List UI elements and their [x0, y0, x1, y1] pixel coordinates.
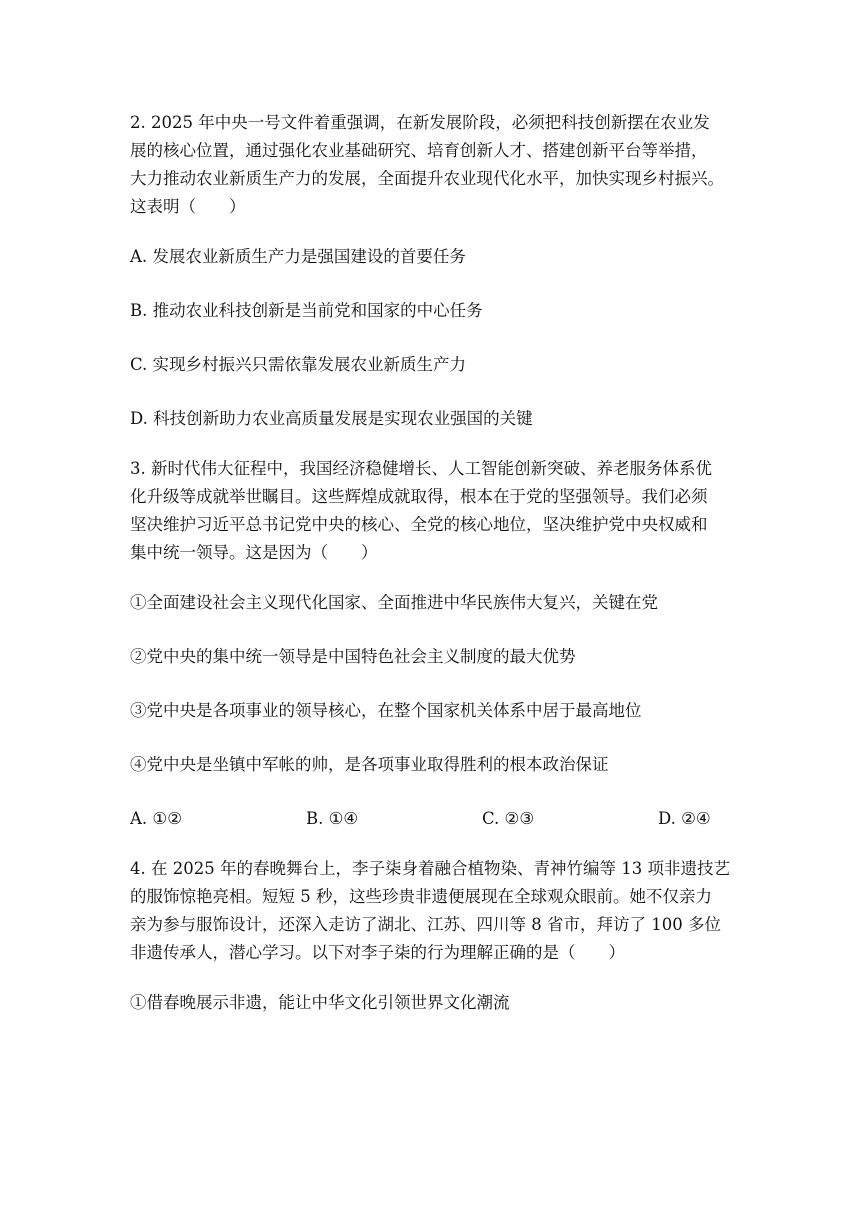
question-2 [130, 109, 730, 433]
stem-line: 化升级等成就举世瞩目。这些辉煌成就取得，根本在于党的坚强领导。我们必须 [130, 487, 708, 506]
stem-line: 3. 新时代伟大征程中，我国经济稳健增长、人工智能创新突破、养老服务体系优 [130, 459, 712, 478]
statement-1: ①借春晚展示非遗，能让中华文化引领世界文化潮流 [130, 993, 510, 1012]
stem-line: 这表明（ ） [130, 197, 246, 216]
question-2-stem [130, 109, 730, 221]
choice-row [130, 805, 730, 833]
question-4 [130, 855, 730, 1017]
stem-line: 非遗传承人，潜心学习。以下对李子柒的行为理解正确的是（ ） [130, 943, 625, 962]
stem-line: 亲为参与服饰设计，还深入走访了湖北、江苏、四川等 8 省市，拜访了 100 多位 [130, 915, 721, 934]
stem-line: 的服饰惊艳亮相。短短 5 秒，这些珍贵非遗便展现在全球观众眼前。她不仅亲力 [130, 887, 712, 906]
option-a: A. 发展农业新质生产力是强国建设的首要任务 [130, 247, 466, 266]
stem-line: 大力推动农业新质生产力的发展，全面提升农业现代化水平，加快实现乡村振兴。 [130, 169, 724, 188]
stem-line: 2. 2025 年中央一号文件着重强调，在新发展阶段，必须把科技创新摆在农业发 [130, 113, 710, 132]
question-4-stem [130, 855, 730, 967]
option-d: D. 科技创新助力农业高质量发展是实现农业强国的关键 [130, 409, 533, 428]
question-3-stem [130, 455, 730, 567]
exam-page [130, 109, 730, 1017]
question-3 [130, 455, 730, 833]
option-b: B. 推动农业科技创新是当前党和国家的中心任务 [130, 301, 483, 320]
stem-line: 展的核心位置，通过强化农业基础研究、培育创新人才、搭建创新平台等举措， [130, 141, 708, 160]
choice-b: B. ①④ [306, 809, 359, 828]
choice-c: C. ②③ [482, 809, 535, 828]
choice-d: D. ②④ [658, 809, 711, 828]
statement-4: ④党中央是坐镇中军帐的帅，是各项事业取得胜利的根本政治保证 [130, 755, 609, 774]
statement-1: ①全面建设社会主义现代化国家、全面推进中华民族伟大复兴，关键在党 [130, 593, 658, 612]
statement-2: ②党中央的集中统一领导是中国特色社会主义制度的最大优势 [130, 647, 576, 666]
stem-line: 4. 在 2025 年的春晚舞台上，李子柒身着融合植物染、青神竹编等 13 项非遗技艺 [130, 859, 730, 878]
stem-line: 坚决维护习近平总书记党中央的核心、全党的核心地位，坚决维护党中央权威和 [130, 515, 708, 534]
stem-line: 集中统一领导。这是因为（ ） [130, 543, 378, 562]
choice-a: A. ①② [130, 809, 182, 828]
option-c: C. 实现乡村振兴只需依靠发展农业新质生产力 [130, 355, 467, 374]
statement-3: ③党中央是各项事业的领导核心，在整个国家机关体系中居于最高地位 [130, 701, 642, 720]
